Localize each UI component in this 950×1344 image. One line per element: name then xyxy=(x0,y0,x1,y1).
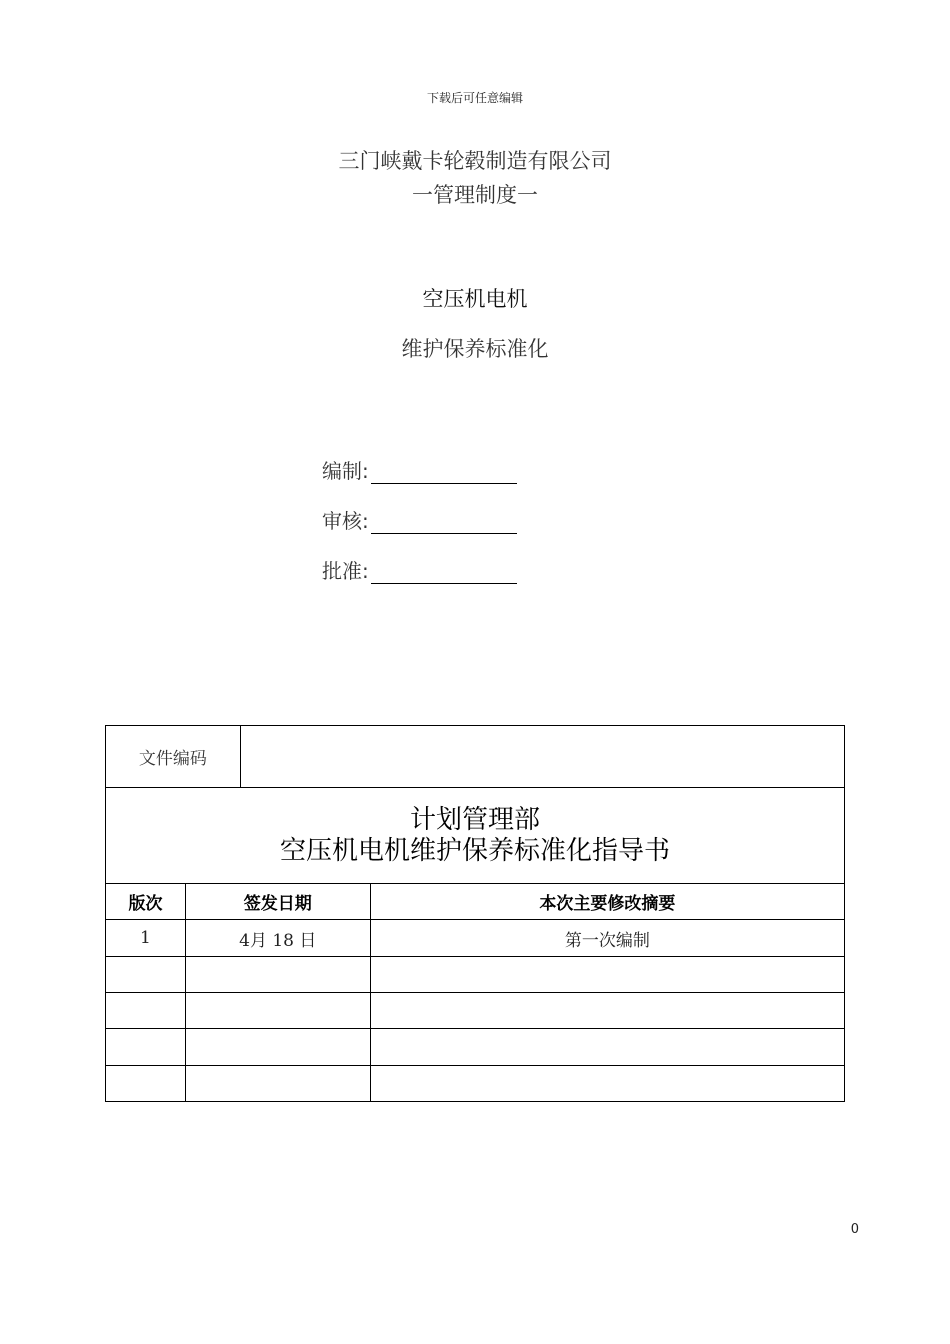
company-name: 三门峡戴卡轮毂制造有限公司 xyxy=(338,149,612,173)
summary-cell: 第一次编制 xyxy=(370,920,844,957)
date-cell xyxy=(185,1066,370,1102)
date-cell xyxy=(185,957,370,993)
column-header-date: 签发日期 xyxy=(185,884,370,920)
file-code-label: 文件编码 xyxy=(106,726,241,788)
signature-label: 编制: xyxy=(322,459,369,483)
table-row xyxy=(106,993,845,1029)
version-cell xyxy=(106,1029,186,1066)
version-cell xyxy=(106,957,186,993)
department-name: 计划管理部 xyxy=(409,804,540,835)
signature-line xyxy=(371,461,517,484)
signature-compiled xyxy=(322,455,517,484)
table-row xyxy=(106,1029,845,1066)
summary-cell xyxy=(370,1029,844,1066)
signature-line xyxy=(371,511,517,534)
signature-line xyxy=(371,561,517,584)
header-note: 下载后可任意编辑 xyxy=(426,91,523,105)
document-title: 空压机电机 xyxy=(422,287,528,311)
version-cell xyxy=(106,1066,186,1102)
signature-label: 审核: xyxy=(322,509,369,533)
date-cell xyxy=(185,1029,370,1066)
table-row xyxy=(106,920,845,957)
management-system-label: 一管理制度一 xyxy=(412,183,538,207)
file-code-value xyxy=(240,726,844,788)
version-cell: 1 xyxy=(106,920,186,957)
document-subtitle: 维护保养标准化 xyxy=(401,337,549,361)
table-row xyxy=(106,957,845,993)
version-cell xyxy=(106,993,186,1029)
page-number: 0 xyxy=(850,1222,859,1237)
signature-label: 批准: xyxy=(322,559,369,583)
guide-title: 空压机电机维护保养标准化指导书 xyxy=(279,835,670,866)
date-cell xyxy=(185,993,370,1029)
date-cell: 4月 18 日 xyxy=(185,920,370,957)
summary-cell xyxy=(370,1066,844,1102)
signature-approved xyxy=(322,555,517,584)
summary-cell xyxy=(370,957,844,993)
table-row xyxy=(106,1066,845,1102)
signature-reviewed xyxy=(322,505,517,534)
column-header-summary: 本次主要修改摘要 xyxy=(370,884,844,920)
revision-table xyxy=(105,725,845,1102)
table-heading xyxy=(106,788,845,884)
summary-cell xyxy=(370,993,844,1029)
column-header-version: 版次 xyxy=(106,884,186,920)
